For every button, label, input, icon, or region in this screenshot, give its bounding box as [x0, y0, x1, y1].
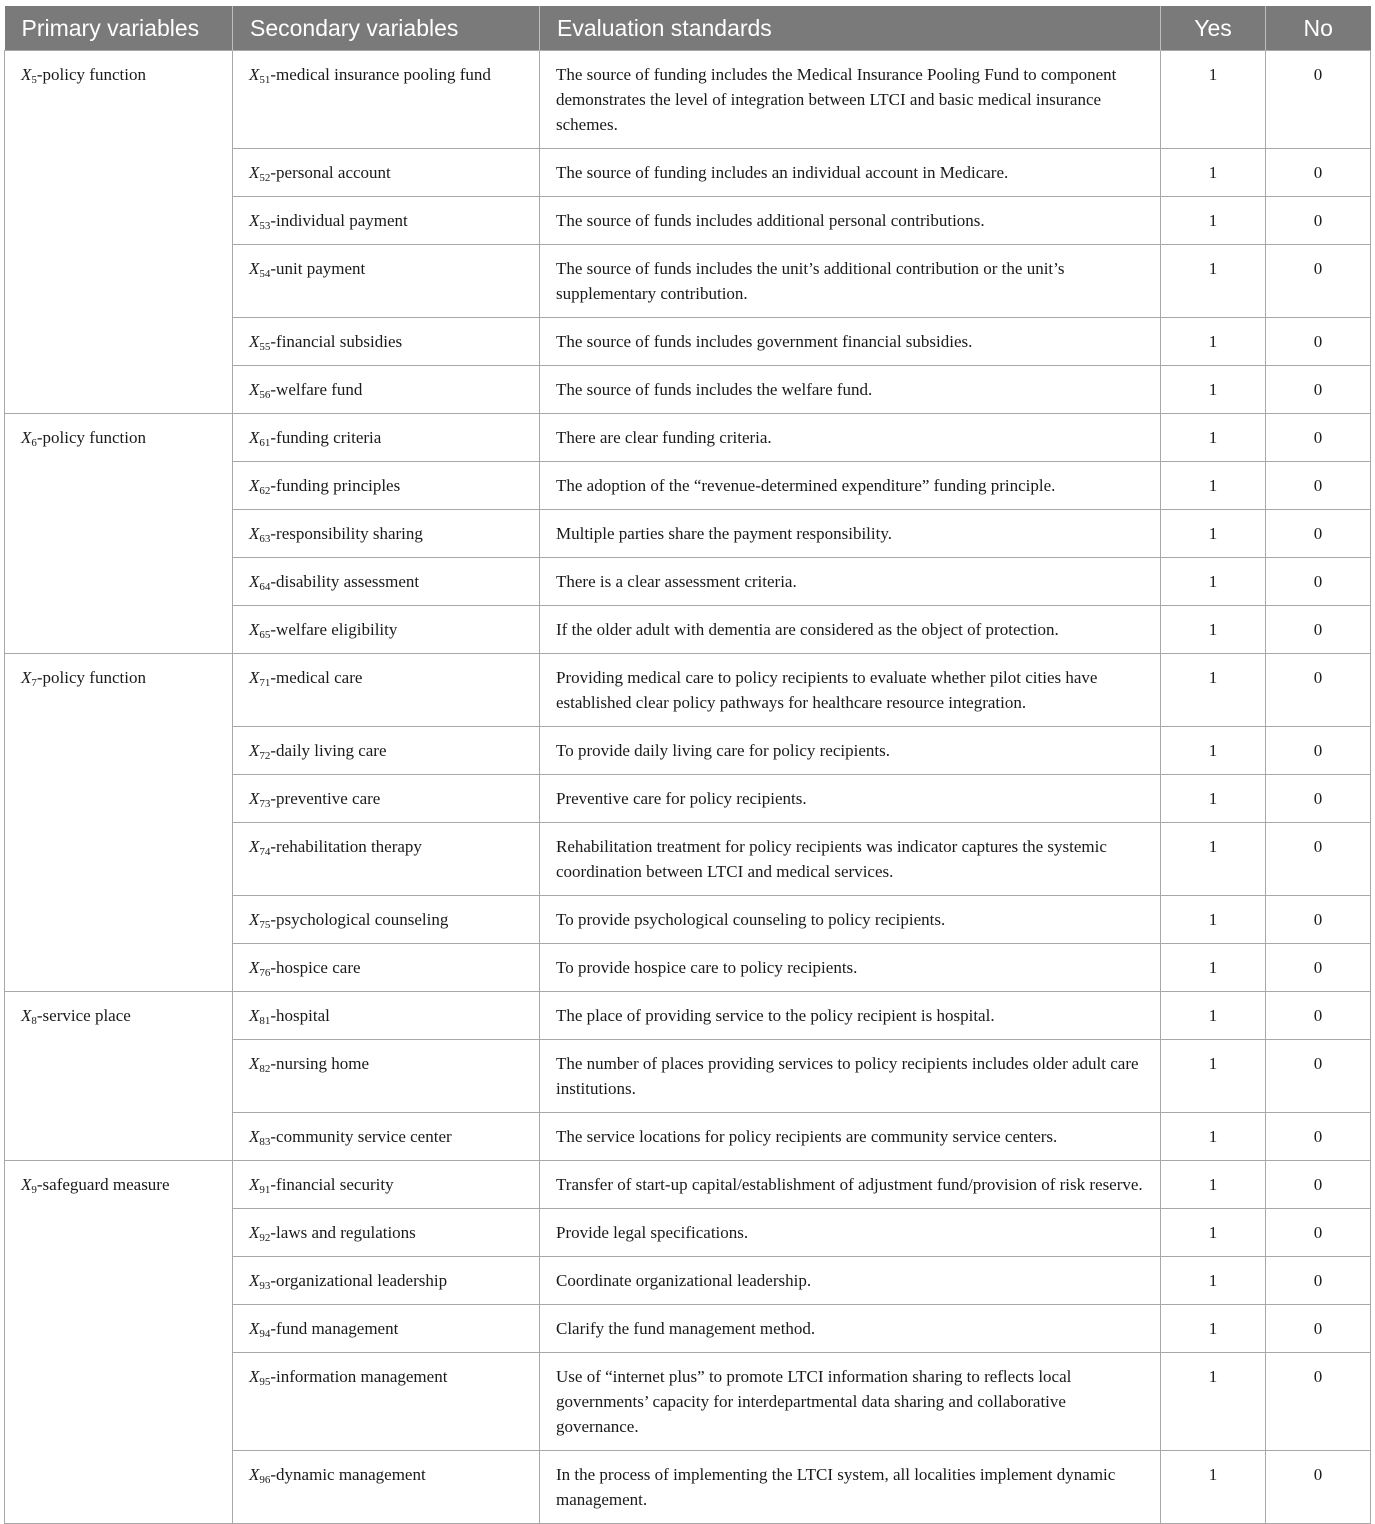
evaluation-standard-cell: Multiple parties share the payment responsibility.	[540, 510, 1161, 558]
no-value-cell: 0	[1266, 510, 1371, 558]
evaluation-standard-cell: The source of funds includes the welfare fund.	[540, 366, 1161, 414]
primary-variable-name: -service place	[36, 1006, 131, 1025]
primary-variable-cell	[5, 51, 233, 414]
no-value-cell: 0	[1266, 1161, 1371, 1209]
evaluation-standard-cell: The service locations for policy recipients are community service centers.	[540, 1113, 1161, 1161]
variable-subscript: 62	[259, 485, 271, 497]
no-value-cell: 0	[1266, 51, 1371, 149]
evaluation-table	[4, 6, 1371, 1524]
no-value-cell: 0	[1266, 318, 1371, 366]
evaluation-standard-cell: To provide hospice care to policy recipients.	[540, 944, 1161, 992]
variable-subscript: 91	[259, 1184, 271, 1196]
table-row	[5, 51, 1371, 149]
secondary-variable-cell	[233, 775, 540, 823]
variable-symbol: $X_9$	[21, 1175, 37, 1196]
yes-value-cell: 1	[1161, 462, 1266, 510]
evaluation-standard-cell: To provide daily living care for policy recipients.	[540, 727, 1161, 775]
variable-subscript: 56	[259, 389, 271, 401]
variable-subscript: 76	[259, 967, 271, 979]
variable-subscript: 64	[259, 581, 271, 593]
secondary-variable-name: -fund management	[270, 1319, 399, 1338]
variable-subscript: 53	[259, 220, 271, 232]
evaluation-standard-cell: If the older adult with dementia are considered as the object of protection.	[540, 606, 1161, 654]
variable-symbol: $X_{65}$	[249, 620, 271, 641]
secondary-variable-cell	[233, 1353, 540, 1451]
yes-value-cell: 1	[1161, 197, 1266, 245]
header-primary-variables: Primary variables	[5, 6, 233, 51]
secondary-variable-cell	[233, 51, 540, 149]
header-secondary-variables: Secondary variables	[233, 6, 540, 51]
evaluation-standard-cell: The adoption of the “revenue-determined expenditure” funding principle.	[540, 462, 1161, 510]
variable-subscript: 63	[259, 533, 271, 545]
variable-symbol: $X_{74}$	[249, 837, 271, 858]
secondary-variable-cell	[233, 606, 540, 654]
evaluation-standard-cell: In the process of implementing the LTCI system, all localities implement dynamic management.	[540, 1451, 1161, 1524]
yes-value-cell: 1	[1161, 1113, 1266, 1161]
variable-subscript: 51	[259, 74, 271, 86]
secondary-variable-name: -nursing home	[270, 1054, 370, 1073]
yes-value-cell: 1	[1161, 1209, 1266, 1257]
variable-subscript: 7	[31, 677, 37, 689]
secondary-variable-cell	[233, 149, 540, 197]
variable-symbol: $X_{61}$	[249, 428, 271, 449]
secondary-variable-name: -disability assessment	[270, 572, 420, 591]
variable-subscript: 75	[259, 919, 271, 931]
variable-symbol: $X_{93}$	[249, 1271, 271, 1292]
header-yes: Yes	[1161, 6, 1266, 51]
variable-symbol: $X_{92}$	[249, 1223, 271, 1244]
secondary-variable-name: -hospice care	[270, 958, 361, 977]
secondary-variable-name: -funding principles	[270, 476, 401, 495]
evaluation-standard-cell: The place of providing service to the policy recipient is hospital.	[540, 992, 1161, 1040]
variable-subscript: 72	[259, 750, 271, 762]
variable-subscript: 95	[259, 1376, 271, 1388]
variable-symbol: $X_{51}$	[249, 65, 271, 86]
variable-subscript: 92	[259, 1232, 271, 1244]
no-value-cell: 0	[1266, 1257, 1371, 1305]
evaluation-standard-cell: Use of “internet plus” to promote LTCI information sharing to reflects local governments’ capacity for interdepartmental data sharing and collaborative governance.	[540, 1353, 1161, 1451]
evaluation-standard-cell: Provide legal specifications.	[540, 1209, 1161, 1257]
yes-value-cell: 1	[1161, 606, 1266, 654]
secondary-variable-name: -welfare eligibility	[270, 620, 398, 639]
variable-subscript: 65	[259, 629, 271, 641]
evaluation-standard-cell: Rehabilitation treatment for policy recipients was indicator captures the systemic coordination between LTCI and medical services.	[540, 823, 1161, 896]
primary-variable-cell	[5, 1161, 233, 1524]
secondary-variable-cell	[233, 1040, 540, 1113]
primary-variable-cell	[5, 654, 233, 992]
evaluation-standard-cell: The number of places providing services to policy recipients includes older adult care institutions.	[540, 1040, 1161, 1113]
evaluation-standard-cell: Transfer of start-up capital/establishment of adjustment fund/provision of risk reserve.	[540, 1161, 1161, 1209]
secondary-variable-cell	[233, 366, 540, 414]
table-row	[5, 992, 1371, 1040]
secondary-variable-cell	[233, 462, 540, 510]
variable-symbol: $X_{55}$	[249, 332, 271, 353]
variable-subscript: 8	[31, 1015, 37, 1027]
header-evaluation-standards: Evaluation standards	[540, 6, 1161, 51]
secondary-variable-name: -funding criteria	[270, 428, 382, 447]
yes-value-cell: 1	[1161, 245, 1266, 318]
secondary-variable-cell	[233, 510, 540, 558]
no-value-cell: 0	[1266, 366, 1371, 414]
variable-symbol: $X_{52}$	[249, 163, 271, 184]
yes-value-cell: 1	[1161, 1353, 1266, 1451]
no-value-cell: 0	[1266, 1113, 1371, 1161]
variable-subscript: 93	[259, 1280, 271, 1292]
evaluation-standard-cell: Clarify the fund management method.	[540, 1305, 1161, 1353]
yes-value-cell: 1	[1161, 1040, 1266, 1113]
no-value-cell: 0	[1266, 245, 1371, 318]
variable-subscript: 5	[31, 74, 37, 86]
secondary-variable-name: -responsibility sharing	[270, 524, 423, 543]
evaluation-standard-cell: Coordinate organizational leadership.	[540, 1257, 1161, 1305]
variable-subscript: 6	[31, 437, 37, 449]
no-value-cell: 0	[1266, 1353, 1371, 1451]
primary-variable-cell	[5, 992, 233, 1161]
variable-subscript: 74	[259, 846, 271, 858]
yes-value-cell: 1	[1161, 366, 1266, 414]
secondary-variable-name: -individual payment	[270, 211, 408, 230]
variable-symbol: $X_{81}$	[249, 1006, 271, 1027]
variable-symbol: $X_{75}$	[249, 910, 271, 931]
secondary-variable-cell	[233, 896, 540, 944]
secondary-variable-cell	[233, 197, 540, 245]
variable-symbol: $X_{73}$	[249, 789, 271, 810]
secondary-variable-name: -laws and regulations	[270, 1223, 416, 1242]
yes-value-cell: 1	[1161, 823, 1266, 896]
secondary-variable-cell	[233, 558, 540, 606]
variable-subscript: 83	[259, 1136, 271, 1148]
yes-value-cell: 1	[1161, 318, 1266, 366]
secondary-variable-name: -unit payment	[270, 259, 366, 278]
secondary-variable-cell	[233, 414, 540, 462]
secondary-variable-cell	[233, 823, 540, 896]
no-value-cell: 0	[1266, 775, 1371, 823]
secondary-variable-cell	[233, 654, 540, 727]
no-value-cell: 0	[1266, 1209, 1371, 1257]
secondary-variable-name: -community service center	[270, 1127, 452, 1146]
table-row	[5, 654, 1371, 727]
yes-value-cell: 1	[1161, 510, 1266, 558]
no-value-cell: 0	[1266, 558, 1371, 606]
variable-symbol: $X_{54}$	[249, 259, 271, 280]
variable-symbol: $X_{53}$	[249, 211, 271, 232]
no-value-cell: 0	[1266, 149, 1371, 197]
variable-subscript: 71	[259, 677, 271, 689]
secondary-variable-cell	[233, 1113, 540, 1161]
variable-subscript: 94	[259, 1328, 271, 1340]
secondary-variable-name: -psychological counseling	[270, 910, 449, 929]
variable-symbol: $X_{56}$	[249, 380, 271, 401]
secondary-variable-cell	[233, 992, 540, 1040]
variable-subscript: 52	[259, 172, 271, 184]
no-value-cell: 0	[1266, 896, 1371, 944]
variable-symbol: $X_{64}$	[249, 572, 271, 593]
evaluation-standard-cell: The source of funding includes an individual account in Medicare.	[540, 149, 1161, 197]
variable-symbol: $X_7$	[21, 668, 37, 689]
variable-symbol: $X_{95}$	[249, 1367, 271, 1388]
yes-value-cell: 1	[1161, 896, 1266, 944]
secondary-variable-name: -information management	[270, 1367, 448, 1386]
variable-subscript: 96	[259, 1474, 271, 1486]
yes-value-cell: 1	[1161, 149, 1266, 197]
secondary-variable-name: -medical insurance pooling fund	[270, 65, 491, 84]
yes-value-cell: 1	[1161, 51, 1266, 149]
table-header	[5, 6, 1371, 51]
primary-variable-name: -policy function	[36, 668, 146, 687]
no-value-cell: 0	[1266, 606, 1371, 654]
secondary-variable-name: -personal account	[270, 163, 391, 182]
yes-value-cell: 1	[1161, 414, 1266, 462]
yes-value-cell: 1	[1161, 944, 1266, 992]
secondary-variable-cell	[233, 1161, 540, 1209]
yes-value-cell: 1	[1161, 727, 1266, 775]
secondary-variable-cell	[233, 1451, 540, 1524]
yes-value-cell: 1	[1161, 1161, 1266, 1209]
primary-variable-name: -safeguard measure	[36, 1175, 170, 1194]
secondary-variable-name: -financial security	[270, 1175, 394, 1194]
table-row	[5, 414, 1371, 462]
variable-subscript: 61	[259, 437, 271, 449]
evaluation-standard-cell: The source of funds includes additional personal contributions.	[540, 197, 1161, 245]
no-value-cell: 0	[1266, 823, 1371, 896]
variable-subscript: 81	[259, 1015, 271, 1027]
no-value-cell: 0	[1266, 1040, 1371, 1113]
no-value-cell: 0	[1266, 992, 1371, 1040]
no-value-cell: 0	[1266, 1305, 1371, 1353]
header-no: No	[1266, 6, 1371, 51]
variable-subscript: 55	[259, 341, 271, 353]
secondary-variable-name: -rehabilitation therapy	[270, 837, 422, 856]
yes-value-cell: 1	[1161, 1257, 1266, 1305]
evaluation-standard-cell: The source of funds includes the unit’s additional contribution or the unit’s supplementary contribution.	[540, 245, 1161, 318]
secondary-variable-name: -dynamic management	[270, 1465, 426, 1484]
yes-value-cell: 1	[1161, 558, 1266, 606]
variable-symbol: $X_{96}$	[249, 1465, 271, 1486]
evaluation-standard-cell: The source of funds includes government financial subsidies.	[540, 318, 1161, 366]
variable-symbol: $X_{63}$	[249, 524, 271, 545]
secondary-variable-name: -daily living care	[270, 741, 387, 760]
variable-symbol: $X_{91}$	[249, 1175, 271, 1196]
evaluation-standard-cell: There are clear funding criteria.	[540, 414, 1161, 462]
variable-subscript: 82	[259, 1063, 271, 1075]
evaluation-standard-cell: Preventive care for policy recipients.	[540, 775, 1161, 823]
variable-symbol: $X_{72}$	[249, 741, 271, 762]
evaluation-standard-cell: Providing medical care to policy recipients to evaluate whether pilot cities have established clear policy pathways for healthcare resource integration.	[540, 654, 1161, 727]
secondary-variable-name: -financial subsidies	[270, 332, 403, 351]
yes-value-cell: 1	[1161, 1451, 1266, 1524]
variable-subscript: 9	[31, 1184, 37, 1196]
yes-value-cell: 1	[1161, 1305, 1266, 1353]
table-body	[5, 51, 1371, 1524]
secondary-variable-cell	[233, 1305, 540, 1353]
variable-symbol: $X_{76}$	[249, 958, 271, 979]
secondary-variable-cell	[233, 727, 540, 775]
no-value-cell: 0	[1266, 727, 1371, 775]
table-row	[5, 1161, 1371, 1209]
secondary-variable-cell	[233, 245, 540, 318]
primary-variable-name: -policy function	[36, 65, 146, 84]
variable-symbol: $X_{62}$	[249, 476, 271, 497]
variable-symbol: $X_5$	[21, 65, 37, 86]
evaluation-standard-cell: There is a clear assessment criteria.	[540, 558, 1161, 606]
variable-subscript: 54	[259, 268, 271, 280]
yes-value-cell: 1	[1161, 775, 1266, 823]
yes-value-cell: 1	[1161, 654, 1266, 727]
variable-symbol: $X_{82}$	[249, 1054, 271, 1075]
yes-value-cell: 1	[1161, 992, 1266, 1040]
secondary-variable-cell	[233, 1209, 540, 1257]
no-value-cell: 0	[1266, 197, 1371, 245]
secondary-variable-name: -organizational leadership	[270, 1271, 448, 1290]
variable-symbol: $X_{83}$	[249, 1127, 271, 1148]
no-value-cell: 0	[1266, 654, 1371, 727]
secondary-variable-cell	[233, 944, 540, 992]
secondary-variable-name: -medical care	[270, 668, 363, 687]
secondary-variable-cell	[233, 318, 540, 366]
evaluation-standard-cell: The source of funding includes the Medical Insurance Pooling Fund to component demonstrates the level of integration between LTCI and basic medical insurance schemes.	[540, 51, 1161, 149]
no-value-cell: 0	[1266, 1451, 1371, 1524]
variable-symbol: $X_6$	[21, 428, 37, 449]
evaluation-standard-cell: To provide psychological counseling to policy recipients.	[540, 896, 1161, 944]
no-value-cell: 0	[1266, 462, 1371, 510]
secondary-variable-name: -hospital	[270, 1006, 330, 1025]
variable-subscript: 73	[259, 798, 271, 810]
variable-symbol: $X_{94}$	[249, 1319, 271, 1340]
variable-symbol: $X_8$	[21, 1006, 37, 1027]
no-value-cell: 0	[1266, 414, 1371, 462]
variable-symbol: $X_{71}$	[249, 668, 271, 689]
secondary-variable-cell	[233, 1257, 540, 1305]
secondary-variable-name: -welfare fund	[270, 380, 363, 399]
primary-variable-name: -policy function	[36, 428, 146, 447]
no-value-cell: 0	[1266, 944, 1371, 992]
primary-variable-cell	[5, 414, 233, 654]
secondary-variable-name: -preventive care	[270, 789, 381, 808]
